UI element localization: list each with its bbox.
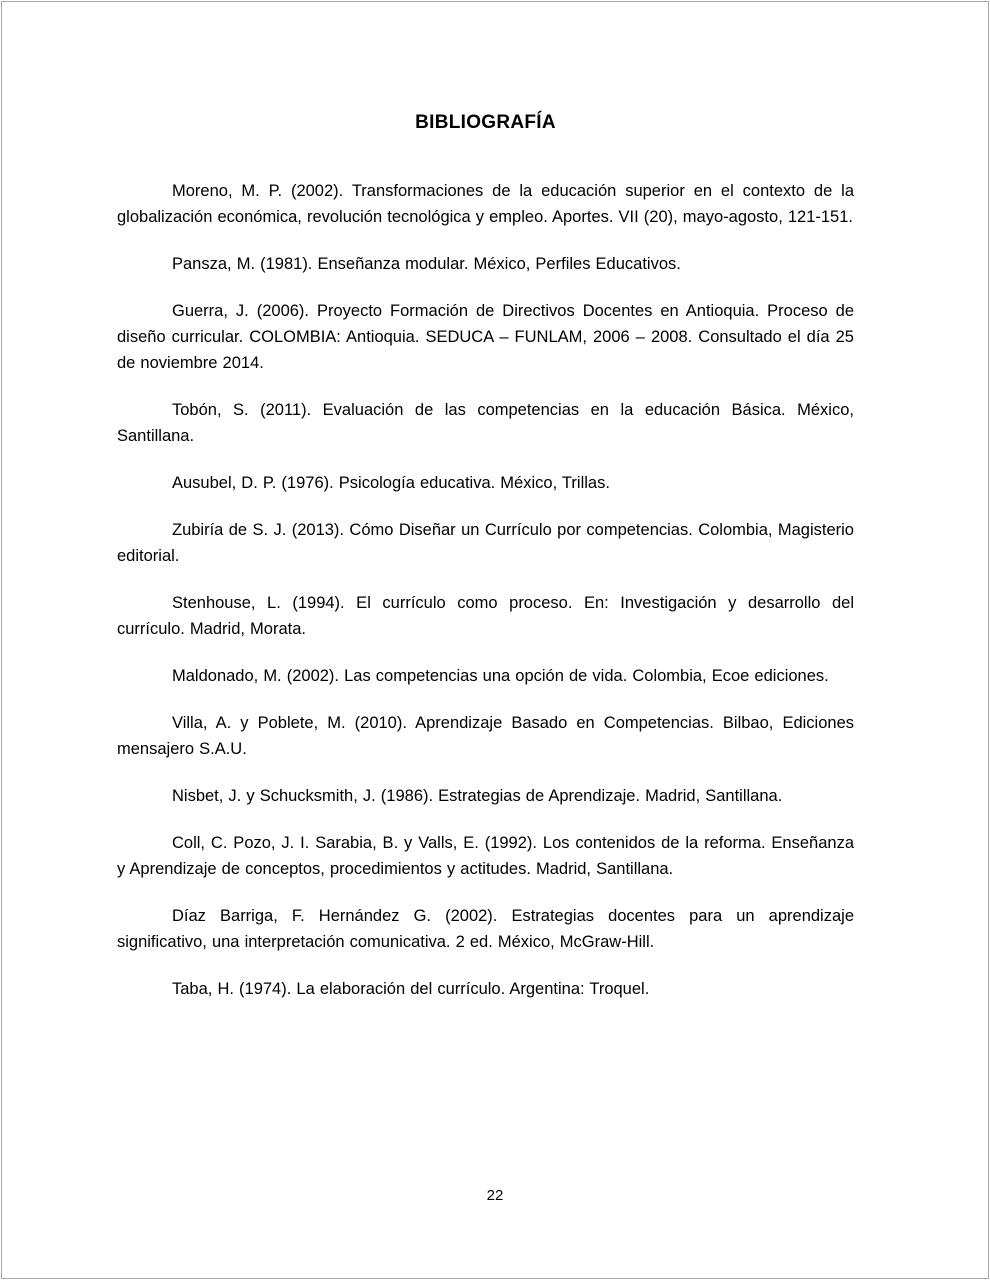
bibliography-entry: Coll, C. Pozo, J. I. Sarabia, B. y Valls, E. (1992). Los contenidos de la reforma. Enseñanza y Aprendizaje de conceptos, procedimientos y actitudes. Madrid, Santillana. <box>117 834 854 878</box>
bibliography-entry: Zubiría de S. J. (2013). Cómo Diseñar un Currículo por competencias. Colombia, Magisterio editorial. <box>117 521 854 565</box>
bibliography-entry: Pansza, M. (1981). Enseñanza modular. México, Perfiles Educativos. <box>172 255 681 273</box>
bibliography-entry: Nisbet, J. y Schucksmith, J. (1986). Estrategias de Aprendizaje. Madrid, Santillana. <box>172 787 783 805</box>
bibliography-entry: Moreno, M. P. (2002). Transformaciones de la educación superior en el contexto de la globalización económica, revolución tecnológica y empleo. Aportes. VII (20), mayo-agosto, 121-151. <box>117 182 854 226</box>
bibliography-entry: Maldonado, M. (2002). Las competencias una opción de vida. Colombia, Ecoe ediciones. <box>172 667 829 685</box>
bibliography-entry: Díaz Barriga, F. Hernández G. (2002). Estrategias docentes para un aprendizaje significativo, una interpretación comunicativa. 2 ed. México, McGraw-Hill. <box>117 907 854 951</box>
bibliography-entry: Stenhouse, L. (1994). El currículo como proceso. En: Investigación y desarrollo del currículo. Madrid, Morata. <box>117 594 854 638</box>
bibliography-entry: Guerra, J. (2006). Proyecto Formación de Directivos Docentes en Antioquia. Proceso de diseño curricular. COLOMBIA: Antioquia. SEDUCA – FUNLAM, 2006 – 2008. Consultado el día 25 de noviembre 2014. <box>117 302 854 372</box>
bibliography-entry: Tobón, S. (2011). Evaluación de las competencias en la educación Básica. México, Santillana. <box>117 401 854 445</box>
bibliography-entry: Taba, H. (1974). La elaboración del currículo. Argentina: Troquel. <box>172 980 650 998</box>
bibliography-entry: Villa, A. y Poblete, M. (2010). Aprendizaje Basado en Competencias. Bilbao, Ediciones mensajero S.A.U. <box>117 714 854 758</box>
page-title: BIBLIOGRAFÍA <box>415 112 556 133</box>
page-number: 22 <box>486 1187 504 1204</box>
bibliography-list <box>117 178 854 1002</box>
bibliography-entry: Ausubel, D. P. (1976). Psicología educativa. México, Trillas. <box>172 474 610 492</box>
document-page <box>117 0 854 1023</box>
